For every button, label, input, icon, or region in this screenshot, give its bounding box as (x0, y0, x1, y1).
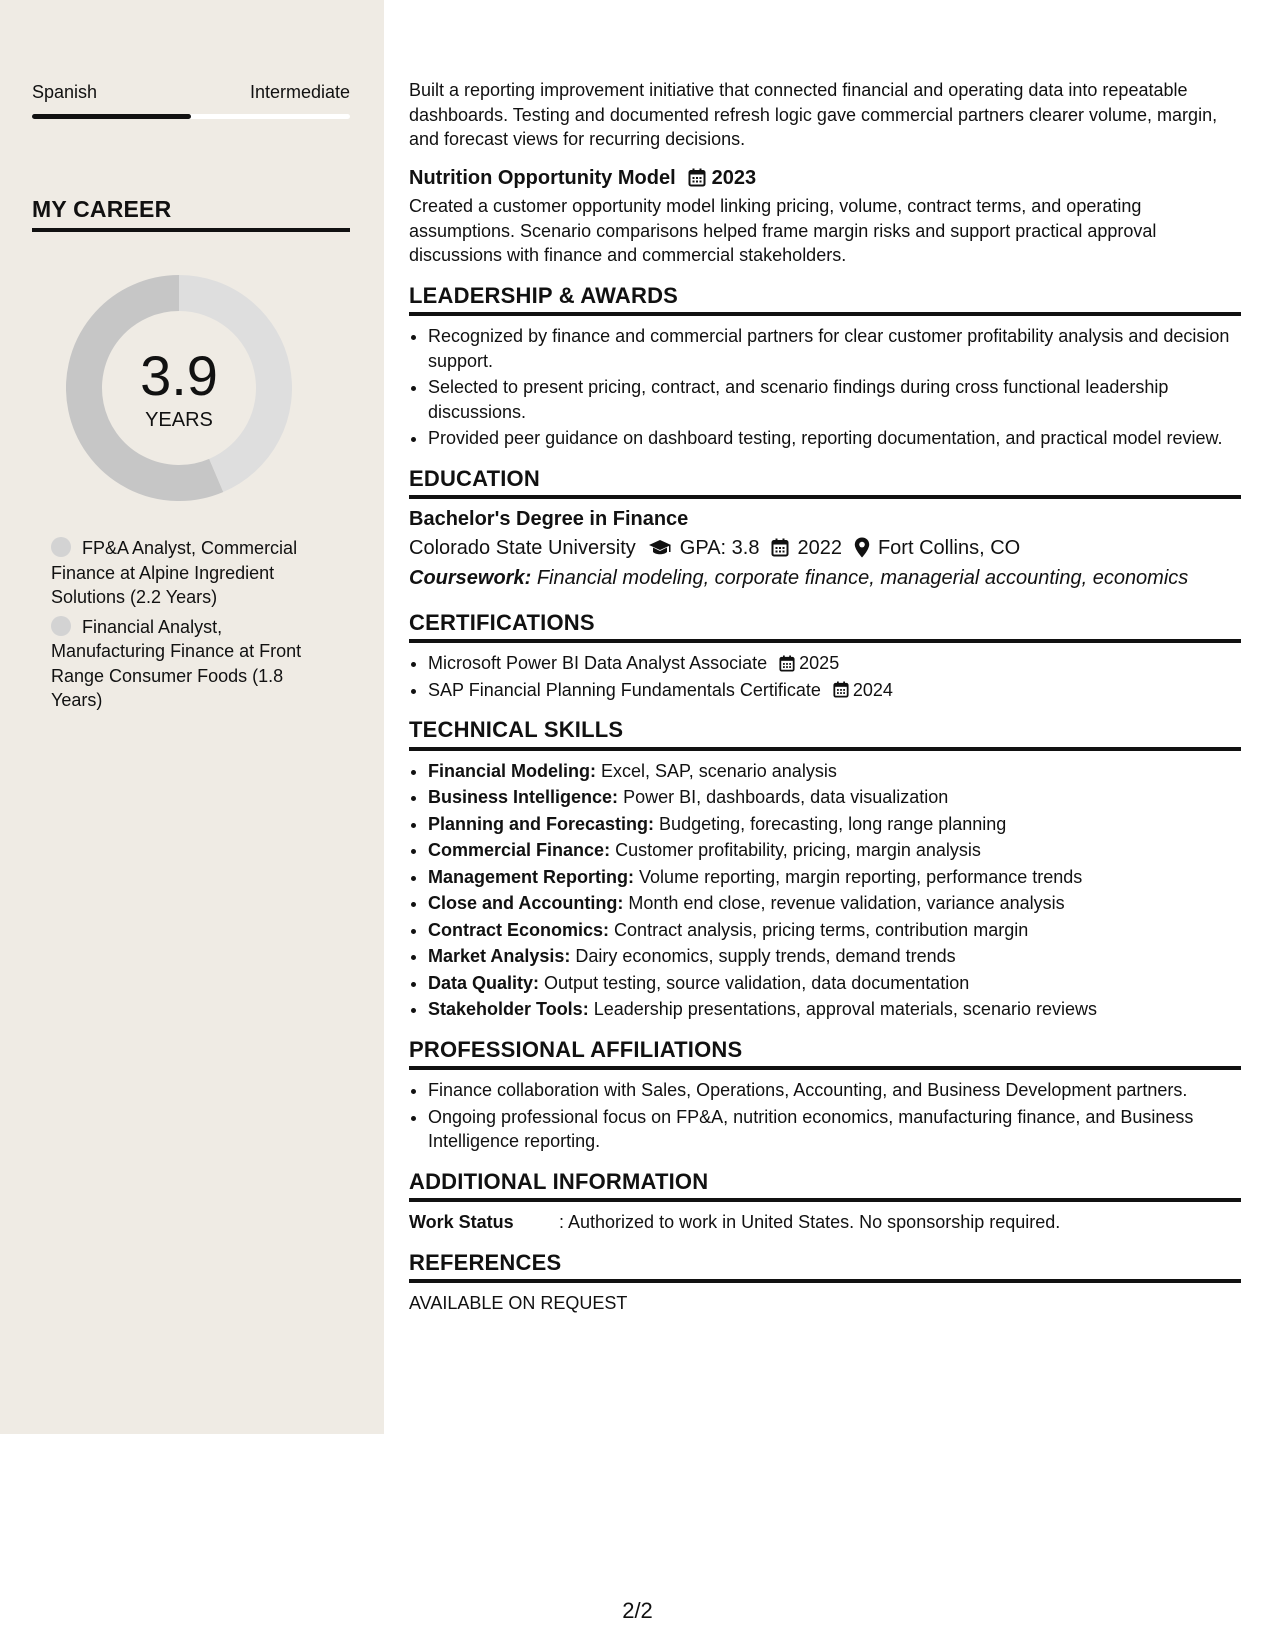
list-item (428, 997, 1241, 1022)
education-degree: Bachelor's Degree in Finance (409, 508, 689, 530)
language-name: Spanish (32, 82, 98, 102)
calendar-icon (688, 168, 706, 187)
skill-value: Dairy economics, supply trends, demand trends (575, 946, 956, 966)
skill-value: Month end close, revenue validation, variance analysis (628, 893, 1065, 913)
career-dot-icon (51, 616, 71, 636)
language-proficiency-bar (32, 114, 350, 119)
references-text: AVAILABLE ON REQUEST (409, 1293, 628, 1313)
list-item: • Selected to present pricing, contract, and scenario findings during cross functional leadership discussions. (428, 375, 1241, 424)
list-item: • Finance collaboration with Sales, Operations, Accounting, and Business Development partners. (428, 1078, 1241, 1103)
work-status-label: Work Status (409, 1212, 514, 1232)
language-proficiency-fill (32, 114, 191, 119)
project-intro-text: Built a reporting improvement initiative that connected financial and operating data into repeatable dashboards. Testing and documented refresh logic gave commercial partners clearer volume, margin, and forecast views for recurring decisions. (409, 80, 1218, 149)
references-heading: REFERENCES (409, 1251, 1241, 1284)
career-years-value: 3.9 (140, 344, 218, 407)
certifications-list (409, 651, 1241, 702)
education-coursework (409, 566, 1241, 591)
project-year: 2023 (711, 166, 757, 189)
additional-info-heading: ADDITIONAL INFORMATION (409, 1170, 1241, 1203)
leadership-heading: LEADERSHIP & AWARDS (409, 284, 1241, 317)
skill-label: Stakeholder Tools: (428, 999, 589, 1019)
list-item (428, 865, 1241, 890)
list-item (428, 651, 1241, 676)
education-location: Fort Collins, CO (877, 536, 1021, 559)
certification-year: 2025 (799, 653, 840, 673)
list-item (428, 891, 1241, 916)
skill-value: Power BI, dashboards, data visualization (623, 787, 949, 807)
education-gpa: GPA: 3.8 (679, 536, 760, 559)
career-item (51, 615, 331, 713)
language-level: Intermediate (249, 82, 350, 102)
career-item-text: FP&A Analyst, Commercial Finance at Alpine Ingredient Solutions (2.2 Years) (51, 538, 298, 607)
skill-value: Excel, SAP, scenario analysis (601, 760, 837, 781)
career-dot-icon (51, 537, 71, 557)
affiliations-heading: PROFESSIONAL AFFILIATIONS (409, 1038, 1241, 1071)
language-row (32, 82, 350, 103)
list-item (428, 838, 1241, 863)
project-title-row (409, 166, 1241, 191)
career-years-unit: YEARS (145, 409, 213, 431)
list-item (428, 785, 1241, 810)
education-year: 2022 (797, 536, 842, 559)
list-item (428, 759, 1241, 784)
skill-label: Planning and Forecasting: (428, 813, 655, 834)
page-number: 2/2 (622, 1598, 653, 1623)
skill-label: Management Reporting: (428, 866, 635, 887)
skill-value: Output testing, source validation, data documentation (544, 972, 970, 993)
skill-label: Contract Economics: (428, 919, 610, 940)
project-title: Nutrition Opportunity Model (409, 166, 676, 189)
list-item (428, 944, 1241, 969)
skill-value: Leadership presentations, approval materials, scenario reviews (593, 999, 1097, 1019)
location-pin-icon (854, 537, 870, 558)
education-school: Colorado State University (409, 536, 636, 559)
skill-label: Data Quality: (428, 972, 540, 993)
skill-label: Commercial Finance: (428, 840, 611, 860)
leadership-list (409, 324, 1241, 451)
calendar-icon (771, 538, 789, 557)
skill-label: Market Analysis: (428, 946, 571, 966)
skill-value: Budgeting, forecasting, long range planning (659, 813, 1007, 834)
skill-label: Financial Modeling: (428, 760, 597, 781)
certification-name: • SAP Financial Planning Fundamentals Certificate (428, 679, 821, 700)
main-content (409, 78, 1241, 1316)
skill-value: Volume reporting, margin reporting, performance trends (639, 866, 1083, 887)
certifications-heading: CERTIFICATIONS (409, 611, 1241, 644)
skill-value: Customer profitability, pricing, margin analysis (615, 840, 981, 860)
education-heading: EDUCATION (409, 467, 1241, 500)
skill-value: Contract analysis, pricing terms, contribution margin (614, 919, 1029, 940)
career-item (51, 536, 331, 610)
sidebar (0, 0, 384, 1434)
project-description: Created a customer opportunity model linking pricing, volume, contract terms, and operating assumptions. Scenario comparisons helped frame margin risks and support practical approval discussions with finance and commercial stakeholders. (409, 196, 1157, 265)
career-list (51, 536, 331, 718)
list-item (428, 678, 1241, 703)
list-item (428, 918, 1241, 943)
work-status-row (409, 1210, 1241, 1235)
career-item-text: Financial Analyst, Manufacturing Finance at Front Range Consumer Foods (1.8 Years) (51, 616, 302, 710)
skills-heading: TECHNICAL SKILLS (409, 718, 1241, 751)
list-item (428, 971, 1241, 996)
list-item: • Recognized by finance and commercial partners for clear customer profitability analysis and decision support. (428, 324, 1241, 373)
certification-year: 2024 (852, 679, 893, 700)
skills-list (409, 759, 1241, 1022)
graduation-cap-icon (648, 539, 672, 557)
skill-label: Business Intelligence: (428, 787, 619, 807)
list-item: • Provided peer guidance on dashboard testing, reporting documentation, and practical model review. (428, 426, 1241, 451)
list-item: • Ongoing professional focus on FP&A, nutrition economics, manufacturing finance, and Business Intelligence reporting. (428, 1105, 1241, 1154)
list-item (428, 812, 1241, 837)
affiliations-list (409, 1078, 1241, 1154)
education-details (409, 536, 1241, 561)
coursework-text: Financial modeling, corporate finance, managerial accounting, economics (536, 567, 1189, 589)
work-status-value: : Authorized to work in United States. No sponsorship required. (559, 1212, 1061, 1232)
career-heading: MY CAREER (32, 196, 350, 232)
certification-name: • Microsoft Power BI Data Analyst Associate (428, 653, 768, 673)
coursework-label: Coursework: (409, 567, 532, 589)
calendar-icon (779, 655, 795, 672)
calendar-icon (833, 681, 849, 698)
skill-label: Close and Accounting: (428, 893, 624, 913)
